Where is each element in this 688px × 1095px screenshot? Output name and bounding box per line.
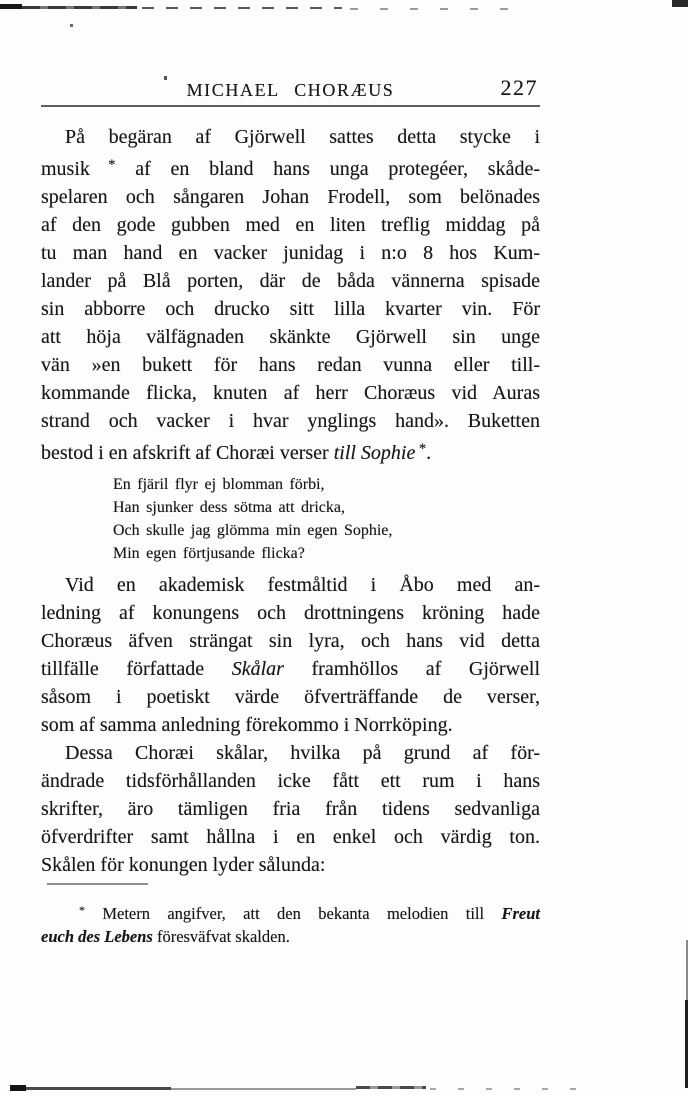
text-line [41,599,540,627]
footnote-marker: * [79,903,85,918]
running-title: MICHAEL CHORÆUS [186,80,395,100]
text-segment: vän »en bukett för hans redan vunna eller till- [41,354,540,377]
footnote-marker: * [89,157,116,173]
text-segment: Skålar [231,658,284,681]
text-segment: Min egen förtjusande flicka? [113,545,305,563]
text-segment: strand och vacker i hvar ynglings hand». Buketten [41,410,540,433]
scan-artifact-top-edge [142,7,342,9]
text-segment: En fjäril flyr ej blomman förbi, [113,476,325,494]
text-segment: till Sophie [333,442,416,465]
text-segment: af en bland hans unga protegéer, skåde- [115,158,540,181]
text-line [41,211,540,239]
text-line [41,151,540,183]
text-line [41,627,540,655]
text-line [41,239,540,267]
text-segment: Choræus äfven strängat sin lyra, och hans vid detta [41,630,540,653]
text-line [113,473,540,496]
text-line [113,542,540,565]
text-line [41,851,540,879]
text-segment: . [426,442,432,465]
text-line [113,519,540,542]
text-line [41,795,540,823]
text-segment: framhöllos af Gjörwell [283,658,540,681]
text-segment: musik [41,158,90,181]
text-line [113,496,540,519]
paragraph-2 [41,571,540,739]
scan-artifact-bottom-edge [430,1088,580,1090]
text-line [41,351,540,379]
text-line [41,123,540,151]
scan-artifact-top-edge [350,8,530,10]
text-line [41,711,540,739]
text-line [41,379,540,407]
scan-artifact-bottom-edge [171,1088,356,1090]
text-segment: Dessa Choræi skålar, hvilka på grund af för- [65,742,540,765]
text-line [41,295,540,323]
text-segment: ledning af konungens och drottningens kröning hade [41,602,540,625]
text-line [41,739,540,767]
text-line [41,926,540,949]
text-line [41,899,540,925]
text-segment: tillfälle författade [41,658,232,681]
scan-artifact-top-edge [0,4,22,9]
paragraph-1 [41,123,540,467]
text-line [41,323,540,351]
text-segment: Och skulle jag glömma min egen Sophie, [113,522,393,540]
text-segment: Skålen för konungen lyder sålunda: [41,854,326,877]
footnote-marker: * [415,441,427,458]
text-segment: Han sjunker dess sötma att dricka, [113,499,345,517]
text-segment: spelaren och sångaren Johan Frodell, som belönades [41,186,540,209]
text-segment: lander på Blå porten, där de båda vännerna spisade [41,270,540,293]
page-header [41,75,540,107]
scan-artifact-speck [70,24,73,27]
text-segment: sin abborre och drucko sitt lilla kvarter vin. För [41,298,540,321]
verse-block [113,473,540,565]
text-line [41,571,540,599]
text-line [41,767,540,795]
text-segment: Freut [501,904,540,924]
text-segment: Vid en akademisk festmåltid i Åbo med an- [65,574,540,597]
text-segment: öfverdrifter samt hållna i en enkel och värdig ton. [41,826,540,849]
text-line [41,683,540,711]
text-segment: ändrade tidsförhållanden icke fått ett rum i hans [41,770,540,793]
text-line [41,655,540,683]
footnote-separator [47,883,148,885]
footnote [41,899,540,948]
text-block [41,75,540,948]
scan-artifact-bottom-edge [356,1086,426,1089]
text-segment: såsom i poetiskt värde öfverträffande de verser, [41,686,540,709]
paragraph-3 [41,739,540,879]
scan-artifact-bottom-edge [26,1087,171,1090]
text-segment: Metern angifver, att den bekanta melodien till [84,904,502,924]
text-segment: föresväfvat skalden. [152,926,290,946]
page-number: 227 [500,75,538,100]
text-line [41,407,540,435]
text-segment: euch des Lebens [41,926,153,946]
text-line [41,823,540,851]
text-segment: bestod i en afskrift af Choræi verser [41,442,334,465]
text-line [41,183,540,211]
text-segment: af den gode gubben med en liten treflig middag på [41,214,540,237]
scan-artifact-bottom-edge [10,1085,26,1091]
text-segment: skrifter, äro tämligen fria från tidens sedvanliga [41,798,540,821]
scan-artifact-top-edge [22,6,137,9]
scan-artifact-corner [672,0,688,7]
text-segment: kommande flicka, knuten af herr Choræus vid Auras [41,382,540,405]
text-segment: som af samma anledning förekommo i Norrköping. [41,714,453,737]
text-segment: tu man hand en vacker junidag i n:o 8 hos Kum- [41,242,540,265]
text-segment: att höja välfägnaden skänkte Gjörwell sin unge [41,326,540,349]
text-line [41,435,540,467]
text-segment: På begäran af Gjörwell sattes detta stycke i [65,126,540,148]
text-line [41,267,540,295]
